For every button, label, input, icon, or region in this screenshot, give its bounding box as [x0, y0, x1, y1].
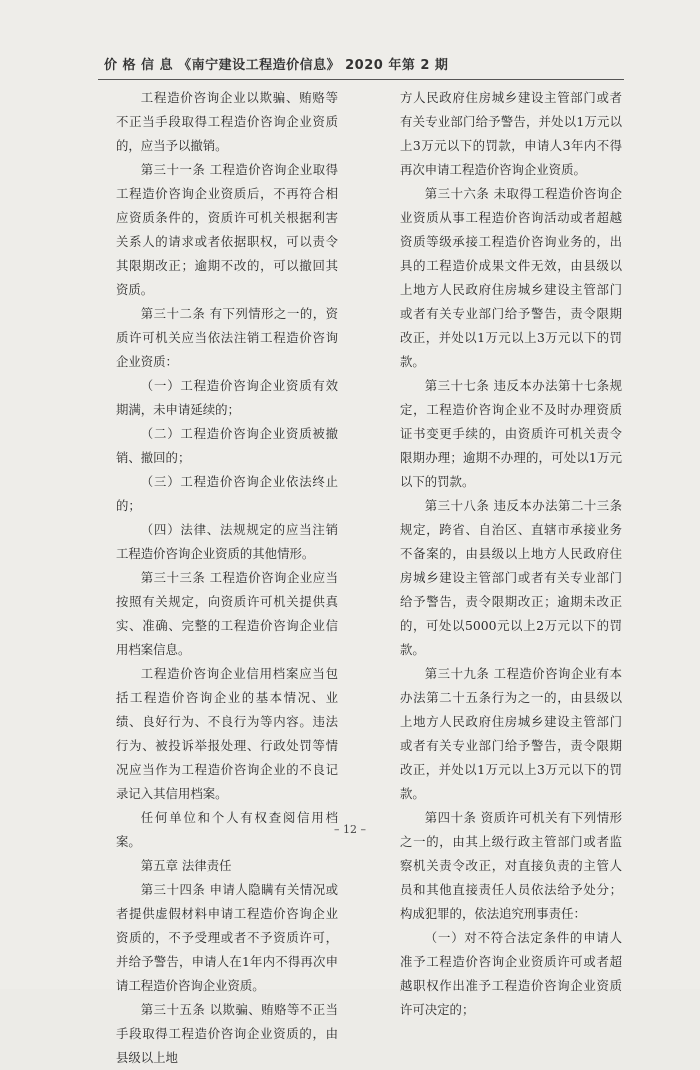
- paragraph: 第三十七条 违反本办法第十七条规定，工程造价咨询企业不及时办理资质证书变更手续的，由资质许可机关责令限期办理；逾期不办理的，可处以1万元以下的罚款。: [400, 378, 622, 489]
- paragraph: （三）工程造价咨询企业依法终止的；: [116, 474, 338, 513]
- paragraph: 第四十条 资质许可机关有下列情形之一的，由其上级行政主管部门或者监察机关责令改正，对直接负责的主管人员和其他直接责任人员依法给予处分；构成犯罪的，依法追究刑事责任：: [400, 810, 622, 921]
- paragraph: 任何单位和个人有权查阅信用档案。: [116, 810, 338, 849]
- left-column: [116, 86, 338, 1070]
- paragraph: 第三十二条 有下列情形之一的，资质许可机关应当依法注销工程造价咨询企业资质：: [116, 306, 338, 369]
- header-rule: [98, 79, 624, 80]
- paragraph: 第三十一条 工程造价咨询企业取得工程造价咨询企业资质后，不再符合相应资质条件的，资质许可机关根据利害关系人的请求或者依据职权，可以责令其限期改正；逾期不改的，可以撤回其资质。: [116, 162, 338, 297]
- paragraph: 第三十三条 工程造价咨询企业应当按照有关规定，向资质许可机关提供真实、准确、完整的工程造价咨询企业信用档案信息。: [116, 570, 338, 657]
- page-number: – 12 –: [334, 823, 366, 836]
- paragraph: （一）对不符合法定条件的申请人准予工程造价咨询企业资质许可或者超越职权作出准予工程造价咨询企业资质许可决定的；: [400, 930, 622, 1017]
- running-header: 价 格 信 息 《南宁建设工程造价信息》 2020 年第 2 期: [104, 58, 449, 73]
- paragraph: 第五章 法律责任: [140, 858, 232, 873]
- paragraph: 第三十八条 违反本办法第二十三条规定，跨省、自治区、直辖市承接业务不备案的，由县级以上地方人民政府住房城乡建设主管部门或者有关专业部门给予警告，责令限期改正；逾期未改正的，可处以5000元以上2万元以下的罚款。: [400, 498, 622, 657]
- paragraph: （一）工程造价咨询企业资质有效期满，未申请延续的；: [116, 378, 338, 417]
- paragraph: 第三十六条 未取得工程造价咨询企业资质从事工程造价咨询活动或者超越资质等级承接工程造价咨询业务的，出具的工程造价成果文件无效，由县级以上地方人民政府住房城乡建设主管部门或者有关专业部门给予警告，责令限期改正，并处以1万元以上3万元以下的罚款。: [400, 186, 622, 369]
- paragraph: （二）工程造价咨询企业资质被撤销、撤回的；: [116, 426, 338, 465]
- paragraph: 工程造价咨询企业以欺骗、贿赂等不正当手段取得工程造价咨询企业资质的，应当予以撤销。: [116, 90, 338, 153]
- paragraph: 第三十四条 申请人隐瞒有关情况或者提供虚假材料申请工程造价咨询企业资质的，不予受理或者不予资质许可，并给予警告，申请人在1年内不得再次申请工程造价咨询企业资质。: [116, 882, 338, 993]
- paragraph: 第三十九条 工程造价咨询企业有本办法第二十五条行为之一的，由县级以上地方人民政府住房城乡建设主管部门或者有关专业部门给予警告，责令限期改正，并处以1万元以上3万元以下的罚款。: [400, 666, 622, 801]
- paragraph: 方人民政府住房城乡建设主管部门或者有关专业部门给予警告，并处以1万元以上3万元以下的罚款，申请人3年内不得再次申请工程造价咨询企业资质。: [400, 90, 622, 177]
- right-column: [400, 86, 622, 1022]
- paragraph: 第三十五条 以欺骗、贿赂等不正当手段取得工程造价咨询企业资质的，由县级以上地: [116, 1002, 338, 1065]
- paragraph: （四）法律、法规规定的应当注销工程造价咨询企业资质的其他情形。: [116, 522, 338, 561]
- paragraph: 工程造价咨询企业信用档案应当包括工程造价咨询企业的基本情况、业绩、良好行为、不良行为等内容。违法行为、被投诉举报处理、行政处罚等情况应当作为工程造价咨询企业的不良记录记入其信用档案。: [116, 666, 338, 801]
